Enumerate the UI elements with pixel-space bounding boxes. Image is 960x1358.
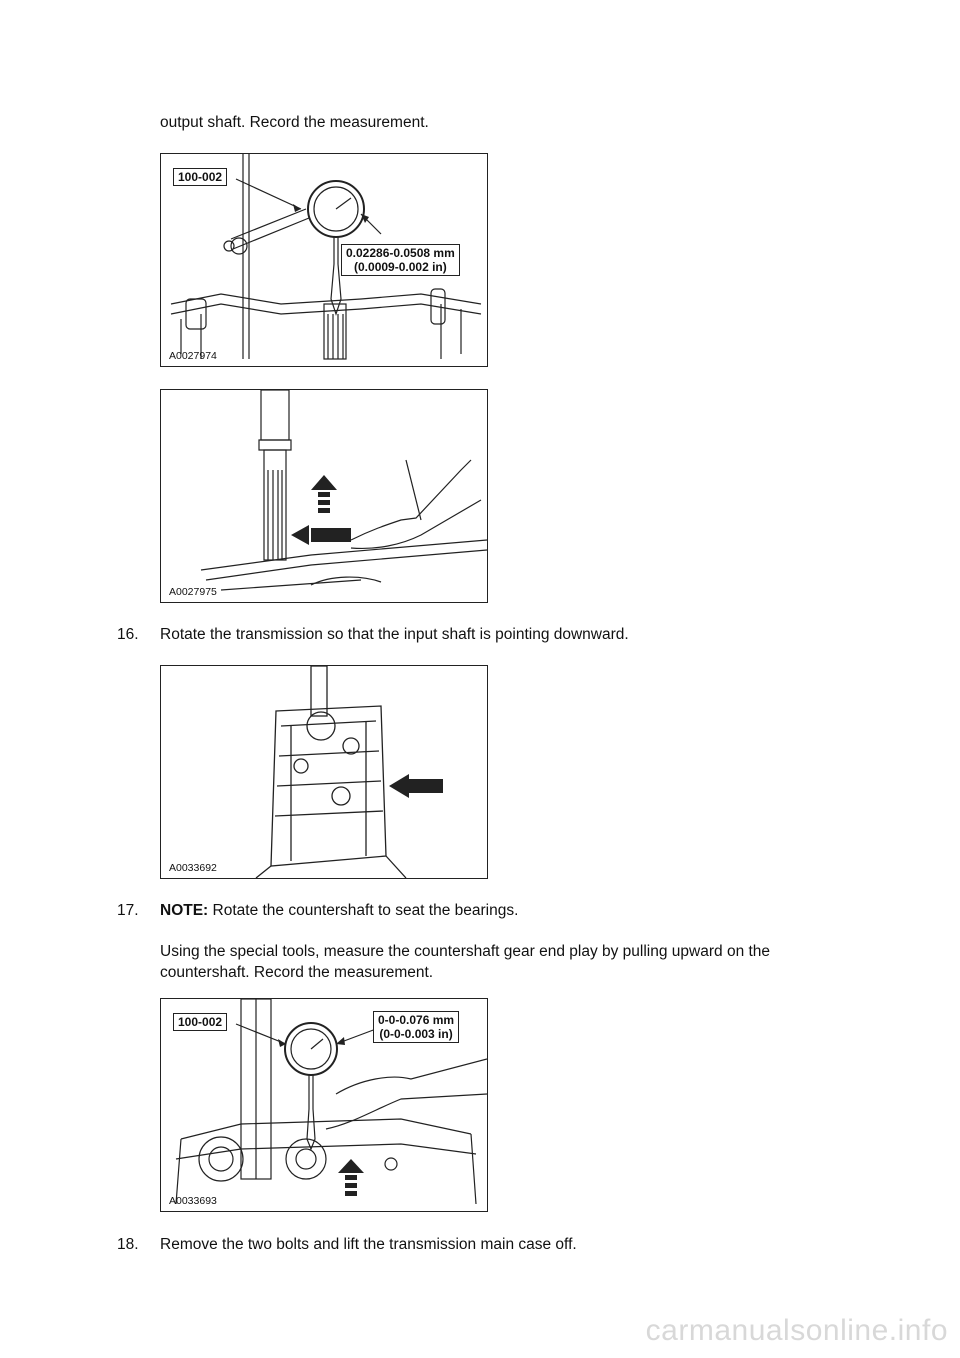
callout-tool-number: 100-002	[173, 168, 227, 186]
figure-shaft-push-pull	[160, 389, 488, 603]
callout-tool-number: 100-002	[173, 1013, 227, 1031]
note-label: NOTE:	[160, 902, 209, 919]
figure-illustration	[161, 390, 487, 602]
figure-id: A0033692	[169, 862, 217, 874]
step-number: 16.	[117, 626, 139, 643]
callout-endplay-in: (0-0-0.003 in)	[379, 1027, 453, 1041]
note-text: Rotate the countershaft to seat the bearings.	[208, 902, 519, 919]
callout-endplay-mm: 0-0-0.076 mm	[378, 1013, 455, 1027]
figure-id: A0027974	[169, 350, 217, 362]
watermark: carmanualsonline.info	[645, 1314, 948, 1347]
step-text-line-2: countershaft. Record the measurement.	[160, 964, 434, 981]
callout-endplay-mm: 0.02286-0.0508 mm	[346, 246, 455, 260]
figure-illustration	[161, 666, 487, 878]
intro-text: output shaft. Record the measurement.	[160, 114, 429, 131]
figure-output-shaft-endplay	[160, 153, 488, 367]
step-number: 17.	[117, 902, 139, 919]
step-note	[160, 900, 518, 921]
figure-countershaft-endplay	[160, 998, 488, 1212]
callout-endplay-spec	[341, 244, 460, 276]
figure-id: A0033693	[169, 1195, 217, 1207]
step-text: Rotate the transmission so that the input shaft is pointing downward.	[160, 626, 629, 643]
step-number: 18.	[117, 1236, 139, 1253]
figure-transmission-rotated	[160, 665, 488, 879]
callout-endplay-spec	[373, 1011, 459, 1043]
figure-id: A0027975	[169, 586, 217, 598]
step-text: Remove the two bolts and lift the transmission main case off.	[160, 1236, 577, 1253]
callout-endplay-in: (0.0009-0.002 in)	[354, 260, 447, 274]
step-text-line-1: Using the special tools, measure the countershaft gear end play by pulling upward on the	[160, 943, 771, 960]
